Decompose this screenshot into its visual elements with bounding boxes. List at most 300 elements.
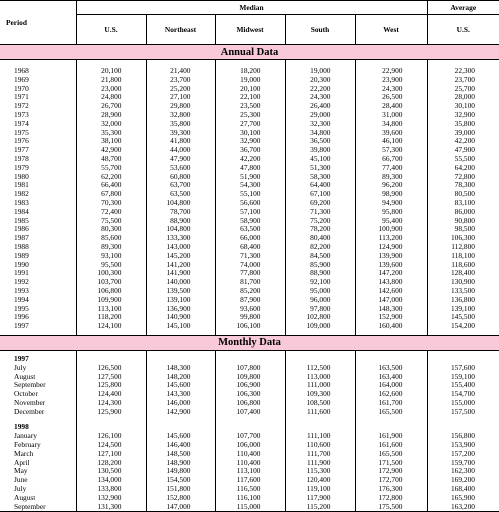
value-cell: 93,600 xyxy=(215,305,285,314)
value-cell: 164,000 xyxy=(355,381,427,390)
value-cell: 116,500 xyxy=(215,485,285,494)
value-cell: 31,000 xyxy=(355,111,427,120)
period-cell: 1978 xyxy=(14,153,29,163)
value-cell: 127,100 xyxy=(76,450,146,459)
average-header: Average xyxy=(427,1,499,15)
value-cell: 128,200 xyxy=(76,459,146,468)
value-cell: 163,400 xyxy=(355,373,427,382)
value-cell: 111,000 xyxy=(285,381,355,390)
value-cell: 118,200 xyxy=(76,313,146,322)
value-cell: 24,300 xyxy=(285,93,355,102)
value-cell: 98,900 xyxy=(355,190,427,199)
value-cell: 133,800 xyxy=(76,485,146,494)
value-cell: 20,100 xyxy=(76,67,146,76)
period-cell: August xyxy=(14,492,36,502)
value-cell: 47,900 xyxy=(146,155,215,164)
value-cell: 147,200 xyxy=(355,269,427,278)
value-cell: 148,500 xyxy=(146,450,215,459)
value-cell: 39,300 xyxy=(146,129,215,138)
value-cell: 32,000 xyxy=(76,120,146,129)
col-header-us: U.S. xyxy=(76,15,146,45)
value-cell: 142,600 xyxy=(355,287,427,296)
value-cell: 107,400 xyxy=(215,408,285,417)
value-cell: 142,900 xyxy=(146,408,215,417)
value-cell: 106,800 xyxy=(215,399,285,408)
value-cell: 172,700 xyxy=(355,476,427,485)
period-cell: 1974 xyxy=(14,118,29,128)
value-cell: 26,500 xyxy=(355,93,427,102)
value-cell: 152,800 xyxy=(146,494,215,503)
value-cell: 20,100 xyxy=(215,85,285,94)
value-cell: 39,000 xyxy=(427,129,499,138)
period-cell: 1989 xyxy=(14,250,29,260)
period-cell: June xyxy=(14,475,28,485)
value-cell: 159,700 xyxy=(427,459,499,468)
value-cell: 130,900 xyxy=(427,278,499,287)
year-label: 1998 xyxy=(14,422,29,432)
value-cell: 109,900 xyxy=(76,296,146,305)
value-cell: 38,100 xyxy=(76,137,146,146)
value-cell: 125,800 xyxy=(76,381,146,390)
value-cell: 92,100 xyxy=(285,278,355,287)
value-cell: 78,200 xyxy=(285,225,355,234)
value-cell: 72,800 xyxy=(427,173,499,182)
value-cell: 25,700 xyxy=(427,85,499,94)
value-cell: 136,800 xyxy=(427,296,499,305)
period-cell: 1982 xyxy=(14,189,29,199)
value-cell: 27,700 xyxy=(215,120,285,129)
value-cell: 80,500 xyxy=(427,190,499,199)
value-cell: 58,900 xyxy=(215,217,285,226)
value-cell: 32,900 xyxy=(215,137,285,146)
value-cell: 157,200 xyxy=(427,450,499,459)
value-cell: 154,200 xyxy=(427,322,499,331)
value-cell: 124,500 xyxy=(76,441,146,450)
value-cell: 51,300 xyxy=(285,164,355,173)
value-cell: 48,700 xyxy=(76,155,146,164)
table-body xyxy=(0,45,499,512)
value-cell: 68,400 xyxy=(215,243,285,252)
value-cell: 143,800 xyxy=(355,278,427,287)
period-cell: 1987 xyxy=(14,233,29,243)
value-cell: 58,300 xyxy=(285,173,355,182)
period-cell: 1992 xyxy=(14,277,29,287)
value-cell: 172,800 xyxy=(355,494,427,503)
value-cell: 119,100 xyxy=(285,485,355,494)
value-cell: 162,300 xyxy=(427,467,499,476)
annual-data-band xyxy=(0,45,499,60)
value-cell: 56,600 xyxy=(215,199,285,208)
value-cell: 88,900 xyxy=(285,269,355,278)
period-cell: March xyxy=(14,448,34,458)
value-cell: 145,500 xyxy=(427,313,499,322)
period-cell: 1985 xyxy=(14,215,29,225)
col-header-west: West xyxy=(355,15,427,45)
value-cell: 82,200 xyxy=(285,243,355,252)
value-cell: 126,100 xyxy=(76,432,146,441)
value-cell: 124,900 xyxy=(355,243,427,252)
value-cell: 34,800 xyxy=(355,120,427,129)
period-cell: October xyxy=(14,389,38,399)
table-row xyxy=(0,503,499,512)
value-cell: 26,400 xyxy=(285,102,355,111)
value-cell: 45,100 xyxy=(285,155,355,164)
value-cell: 35,300 xyxy=(76,129,146,138)
value-cell: 34,800 xyxy=(285,129,355,138)
value-cell: 141,900 xyxy=(146,269,215,278)
period-cell: August xyxy=(14,371,36,381)
period-cell: 1994 xyxy=(14,294,29,304)
value-cell: 117,900 xyxy=(285,494,355,503)
period-cell: 1997 xyxy=(14,321,29,331)
monthly-data-band-title: Monthly Data xyxy=(0,335,499,350)
value-cell: 118,600 xyxy=(427,261,499,270)
table-row xyxy=(0,408,499,417)
value-cell: 42,200 xyxy=(215,155,285,164)
value-cell: 106,900 xyxy=(215,381,285,390)
period-cell: 1991 xyxy=(14,268,29,278)
value-cell: 111,600 xyxy=(285,408,355,417)
period-cell: 1975 xyxy=(14,127,29,137)
period-cell: February xyxy=(14,440,41,450)
value-cell: 168,400 xyxy=(427,485,499,494)
value-cell: 23,500 xyxy=(215,102,285,111)
value-cell: 64,400 xyxy=(285,181,355,190)
value-cell: 103,700 xyxy=(76,278,146,287)
value-cell: 32,800 xyxy=(146,111,215,120)
value-cell: 113,100 xyxy=(76,305,146,314)
value-cell: 46,100 xyxy=(355,137,427,146)
period-cell: 1990 xyxy=(14,259,29,269)
value-cell: 131,300 xyxy=(76,503,146,512)
value-cell: 110,400 xyxy=(215,459,285,468)
value-cell: 163,200 xyxy=(427,503,499,512)
value-cell: 161,900 xyxy=(355,432,427,441)
value-cell: 63,700 xyxy=(146,181,215,190)
value-cell: 172,900 xyxy=(355,467,427,476)
value-cell: 63,500 xyxy=(146,190,215,199)
value-cell: 110,600 xyxy=(285,441,355,450)
period-cell: January xyxy=(14,431,37,441)
value-cell: 118,100 xyxy=(427,252,499,261)
value-cell: 160,400 xyxy=(355,322,427,331)
value-cell: 83,100 xyxy=(427,199,499,208)
period-cell: 1986 xyxy=(14,224,29,234)
value-cell: 104,800 xyxy=(146,199,215,208)
value-cell: 47,800 xyxy=(215,164,285,173)
period-cell: May xyxy=(14,466,28,476)
value-cell: 22,200 xyxy=(285,85,355,94)
value-cell: 169,200 xyxy=(427,476,499,485)
value-cell: 112,500 xyxy=(285,364,355,373)
value-cell: 53,600 xyxy=(146,164,215,173)
value-cell: 171,500 xyxy=(355,459,427,468)
value-cell: 113,100 xyxy=(215,467,285,476)
value-cell: 136,900 xyxy=(146,305,215,314)
value-cell: 63,500 xyxy=(215,225,285,234)
col-header-northeast: Northeast xyxy=(146,15,215,45)
year-label: 1997 xyxy=(14,353,29,363)
period-cell: 1981 xyxy=(14,180,29,190)
period-cell: September xyxy=(14,380,46,390)
value-cell: 70,300 xyxy=(76,199,146,208)
value-cell: 93,100 xyxy=(76,252,146,261)
value-cell: 145,600 xyxy=(146,432,215,441)
period-cell: 1996 xyxy=(14,312,29,322)
median-header: Median xyxy=(76,1,427,15)
value-cell: 130,500 xyxy=(76,467,146,476)
value-cell: 66,700 xyxy=(355,155,427,164)
monthly-data-band xyxy=(0,335,499,350)
table-row xyxy=(0,322,499,331)
value-cell: 28,400 xyxy=(355,102,427,111)
period-cell: 1979 xyxy=(14,162,29,172)
value-cell: 80,300 xyxy=(76,225,146,234)
value-cell: 22,300 xyxy=(427,67,499,76)
value-cell: 75,500 xyxy=(76,217,146,226)
period-cell: 1993 xyxy=(14,285,29,295)
value-cell: 100,900 xyxy=(355,225,427,234)
value-cell: 89,300 xyxy=(355,173,427,182)
value-cell: 95,400 xyxy=(355,217,427,226)
value-cell: 78,300 xyxy=(427,181,499,190)
value-cell: 62,200 xyxy=(76,173,146,182)
spacer-row xyxy=(0,416,499,423)
value-cell: 36,700 xyxy=(215,146,285,155)
value-cell: 113,000 xyxy=(285,373,355,382)
value-cell: 75,200 xyxy=(285,217,355,226)
period-cell: 1976 xyxy=(14,136,29,146)
value-cell: 126,500 xyxy=(76,364,146,373)
value-cell: 71,300 xyxy=(285,208,355,217)
value-cell: 154,500 xyxy=(146,476,215,485)
value-cell: 112,800 xyxy=(427,243,499,252)
value-cell: 133,300 xyxy=(146,234,215,243)
value-cell: 153,900 xyxy=(427,441,499,450)
period-cell: 1969 xyxy=(14,74,29,84)
period-cell: September xyxy=(0,503,76,512)
value-cell: 143,300 xyxy=(146,390,215,399)
value-cell: 25,200 xyxy=(146,85,215,94)
value-cell: 25,300 xyxy=(215,111,285,120)
value-cell: 115,200 xyxy=(285,503,355,512)
value-cell: 35,800 xyxy=(146,120,215,129)
value-cell: 124,400 xyxy=(76,390,146,399)
value-cell: 96,000 xyxy=(285,296,355,305)
value-cell: 106,800 xyxy=(76,287,146,296)
value-cell: 57,300 xyxy=(355,146,427,155)
value-cell: 77,400 xyxy=(355,164,427,173)
value-cell: 163,500 xyxy=(355,364,427,373)
value-cell: 39,800 xyxy=(285,146,355,155)
value-cell: 139,100 xyxy=(427,305,499,314)
value-cell: 107,700 xyxy=(215,432,285,441)
value-cell: 41,800 xyxy=(146,137,215,146)
value-cell: 85,900 xyxy=(285,261,355,270)
value-cell: 86,000 xyxy=(427,208,499,217)
period-cell: November xyxy=(14,397,46,407)
table-header xyxy=(0,1,499,45)
value-cell: 143,000 xyxy=(146,243,215,252)
value-cell: 80,400 xyxy=(285,234,355,243)
value-cell: 28,900 xyxy=(76,111,146,120)
value-cell: 165,500 xyxy=(355,408,427,417)
value-cell: 146,400 xyxy=(146,441,215,450)
value-cell: 67,800 xyxy=(76,190,146,199)
value-cell: 106,100 xyxy=(215,322,285,331)
value-cell: 28,000 xyxy=(427,93,499,102)
value-cell: 57,100 xyxy=(215,208,285,217)
value-cell: 108,500 xyxy=(285,399,355,408)
value-cell: 74,000 xyxy=(215,261,285,270)
value-cell: 139,500 xyxy=(146,287,215,296)
value-cell: 96,200 xyxy=(355,181,427,190)
value-cell: 21,800 xyxy=(76,76,146,85)
value-cell: 85,600 xyxy=(76,234,146,243)
value-cell: 55,700 xyxy=(76,164,146,173)
value-cell: 152,900 xyxy=(355,313,427,322)
value-cell: 78,700 xyxy=(146,208,215,217)
value-cell: 115,000 xyxy=(215,503,285,512)
value-cell: 30,100 xyxy=(427,102,499,111)
value-cell: 159,100 xyxy=(427,373,499,382)
value-cell: 156,800 xyxy=(427,432,499,441)
value-cell: 111,900 xyxy=(285,459,355,468)
value-cell: 26,700 xyxy=(76,102,146,111)
value-cell: 60,800 xyxy=(146,173,215,182)
value-cell: 109,300 xyxy=(285,390,355,399)
period-cell: 1972 xyxy=(14,101,29,111)
value-cell: 124,100 xyxy=(76,322,146,331)
value-cell: 106,300 xyxy=(427,234,499,243)
value-cell: 88,900 xyxy=(146,217,215,226)
value-cell: 116,100 xyxy=(215,494,285,503)
value-cell: 176,300 xyxy=(355,485,427,494)
value-cell: 110,400 xyxy=(215,450,285,459)
value-cell: 127,500 xyxy=(76,373,146,382)
value-cell: 71,300 xyxy=(215,252,285,261)
period-cell: 1995 xyxy=(14,303,29,313)
value-cell: 147,000 xyxy=(355,296,427,305)
value-cell: 95,000 xyxy=(285,287,355,296)
value-cell: 23,700 xyxy=(427,76,499,85)
value-cell: 139,600 xyxy=(355,261,427,270)
value-cell: 66,400 xyxy=(76,181,146,190)
value-cell: 148,300 xyxy=(355,305,427,314)
value-cell: 94,900 xyxy=(355,199,427,208)
value-cell: 98,500 xyxy=(427,225,499,234)
value-cell: 148,200 xyxy=(146,373,215,382)
value-cell: 106,000 xyxy=(215,441,285,450)
value-cell: 66,000 xyxy=(215,234,285,243)
value-cell: 85,200 xyxy=(215,287,285,296)
value-cell: 100,300 xyxy=(76,269,146,278)
value-cell: 125,900 xyxy=(76,408,146,417)
value-cell: 111,700 xyxy=(285,450,355,459)
value-cell: 19,000 xyxy=(215,76,285,85)
value-cell: 175,500 xyxy=(355,503,427,512)
value-cell: 67,100 xyxy=(285,190,355,199)
col-header-midwest: Midwest xyxy=(215,15,285,45)
value-cell: 87,900 xyxy=(215,296,285,305)
value-cell: 54,300 xyxy=(215,181,285,190)
period-cell: April xyxy=(14,457,30,467)
value-cell: 155,000 xyxy=(427,399,499,408)
value-cell: 161,700 xyxy=(355,399,427,408)
value-cell: 111,100 xyxy=(285,432,355,441)
value-cell: 24,300 xyxy=(355,85,427,94)
value-cell: 148,900 xyxy=(146,459,215,468)
value-cell: 117,600 xyxy=(215,476,285,485)
value-cell: 128,400 xyxy=(427,269,499,278)
value-cell: 115,300 xyxy=(285,467,355,476)
value-cell: 157,600 xyxy=(427,364,499,373)
value-cell: 69,200 xyxy=(285,199,355,208)
value-cell: 120,400 xyxy=(285,476,355,485)
value-cell: 29,000 xyxy=(285,111,355,120)
value-cell: 145,600 xyxy=(146,381,215,390)
value-cell: 32,900 xyxy=(427,111,499,120)
value-cell: 161,600 xyxy=(355,441,427,450)
value-cell: 139,900 xyxy=(355,252,427,261)
value-cell: 162,600 xyxy=(355,390,427,399)
period-cell: 1971 xyxy=(14,92,29,102)
value-cell: 51,900 xyxy=(215,173,285,182)
value-cell: 23,000 xyxy=(76,85,146,94)
value-cell: 44,000 xyxy=(146,146,215,155)
value-cell: 55,100 xyxy=(215,190,285,199)
value-cell: 97,800 xyxy=(285,305,355,314)
value-cell: 47,900 xyxy=(427,146,499,155)
value-cell: 81,700 xyxy=(215,278,285,287)
value-cell: 134,000 xyxy=(76,476,146,485)
value-cell: 84,500 xyxy=(285,252,355,261)
value-cell: 72,400 xyxy=(76,208,146,217)
period-header: Period xyxy=(0,1,76,45)
period-cell: 1977 xyxy=(14,145,29,155)
value-cell: 124,300 xyxy=(76,399,146,408)
value-cell: 30,100 xyxy=(215,129,285,138)
period-cell: 1983 xyxy=(14,197,29,207)
value-cell: 42,900 xyxy=(76,146,146,155)
period-cell: December xyxy=(14,406,45,416)
value-cell: 23,900 xyxy=(355,76,427,85)
value-cell: 145,100 xyxy=(146,322,215,331)
value-cell: 19,000 xyxy=(285,67,355,76)
value-cell: 42,200 xyxy=(427,137,499,146)
period-cell: 1984 xyxy=(14,206,29,216)
value-cell: 64,200 xyxy=(427,164,499,173)
value-cell: 95,500 xyxy=(76,261,146,270)
value-cell: 151,800 xyxy=(146,485,215,494)
value-cell: 24,800 xyxy=(76,93,146,102)
value-cell: 18,200 xyxy=(215,67,285,76)
value-cell: 107,800 xyxy=(215,364,285,373)
value-cell: 140,900 xyxy=(146,313,215,322)
value-cell: 147,000 xyxy=(146,503,215,512)
value-cell: 165,900 xyxy=(427,494,499,503)
value-cell: 109,000 xyxy=(285,322,355,331)
value-cell: 32,300 xyxy=(285,120,355,129)
value-cell: 29,800 xyxy=(146,102,215,111)
value-cell: 102,800 xyxy=(285,313,355,322)
annual-data-band-title: Annual Data xyxy=(0,45,499,60)
value-cell: 22,900 xyxy=(355,67,427,76)
value-cell: 154,700 xyxy=(427,390,499,399)
value-cell: 27,100 xyxy=(146,93,215,102)
value-cell: 155,400 xyxy=(427,381,499,390)
value-cell: 148,300 xyxy=(146,364,215,373)
